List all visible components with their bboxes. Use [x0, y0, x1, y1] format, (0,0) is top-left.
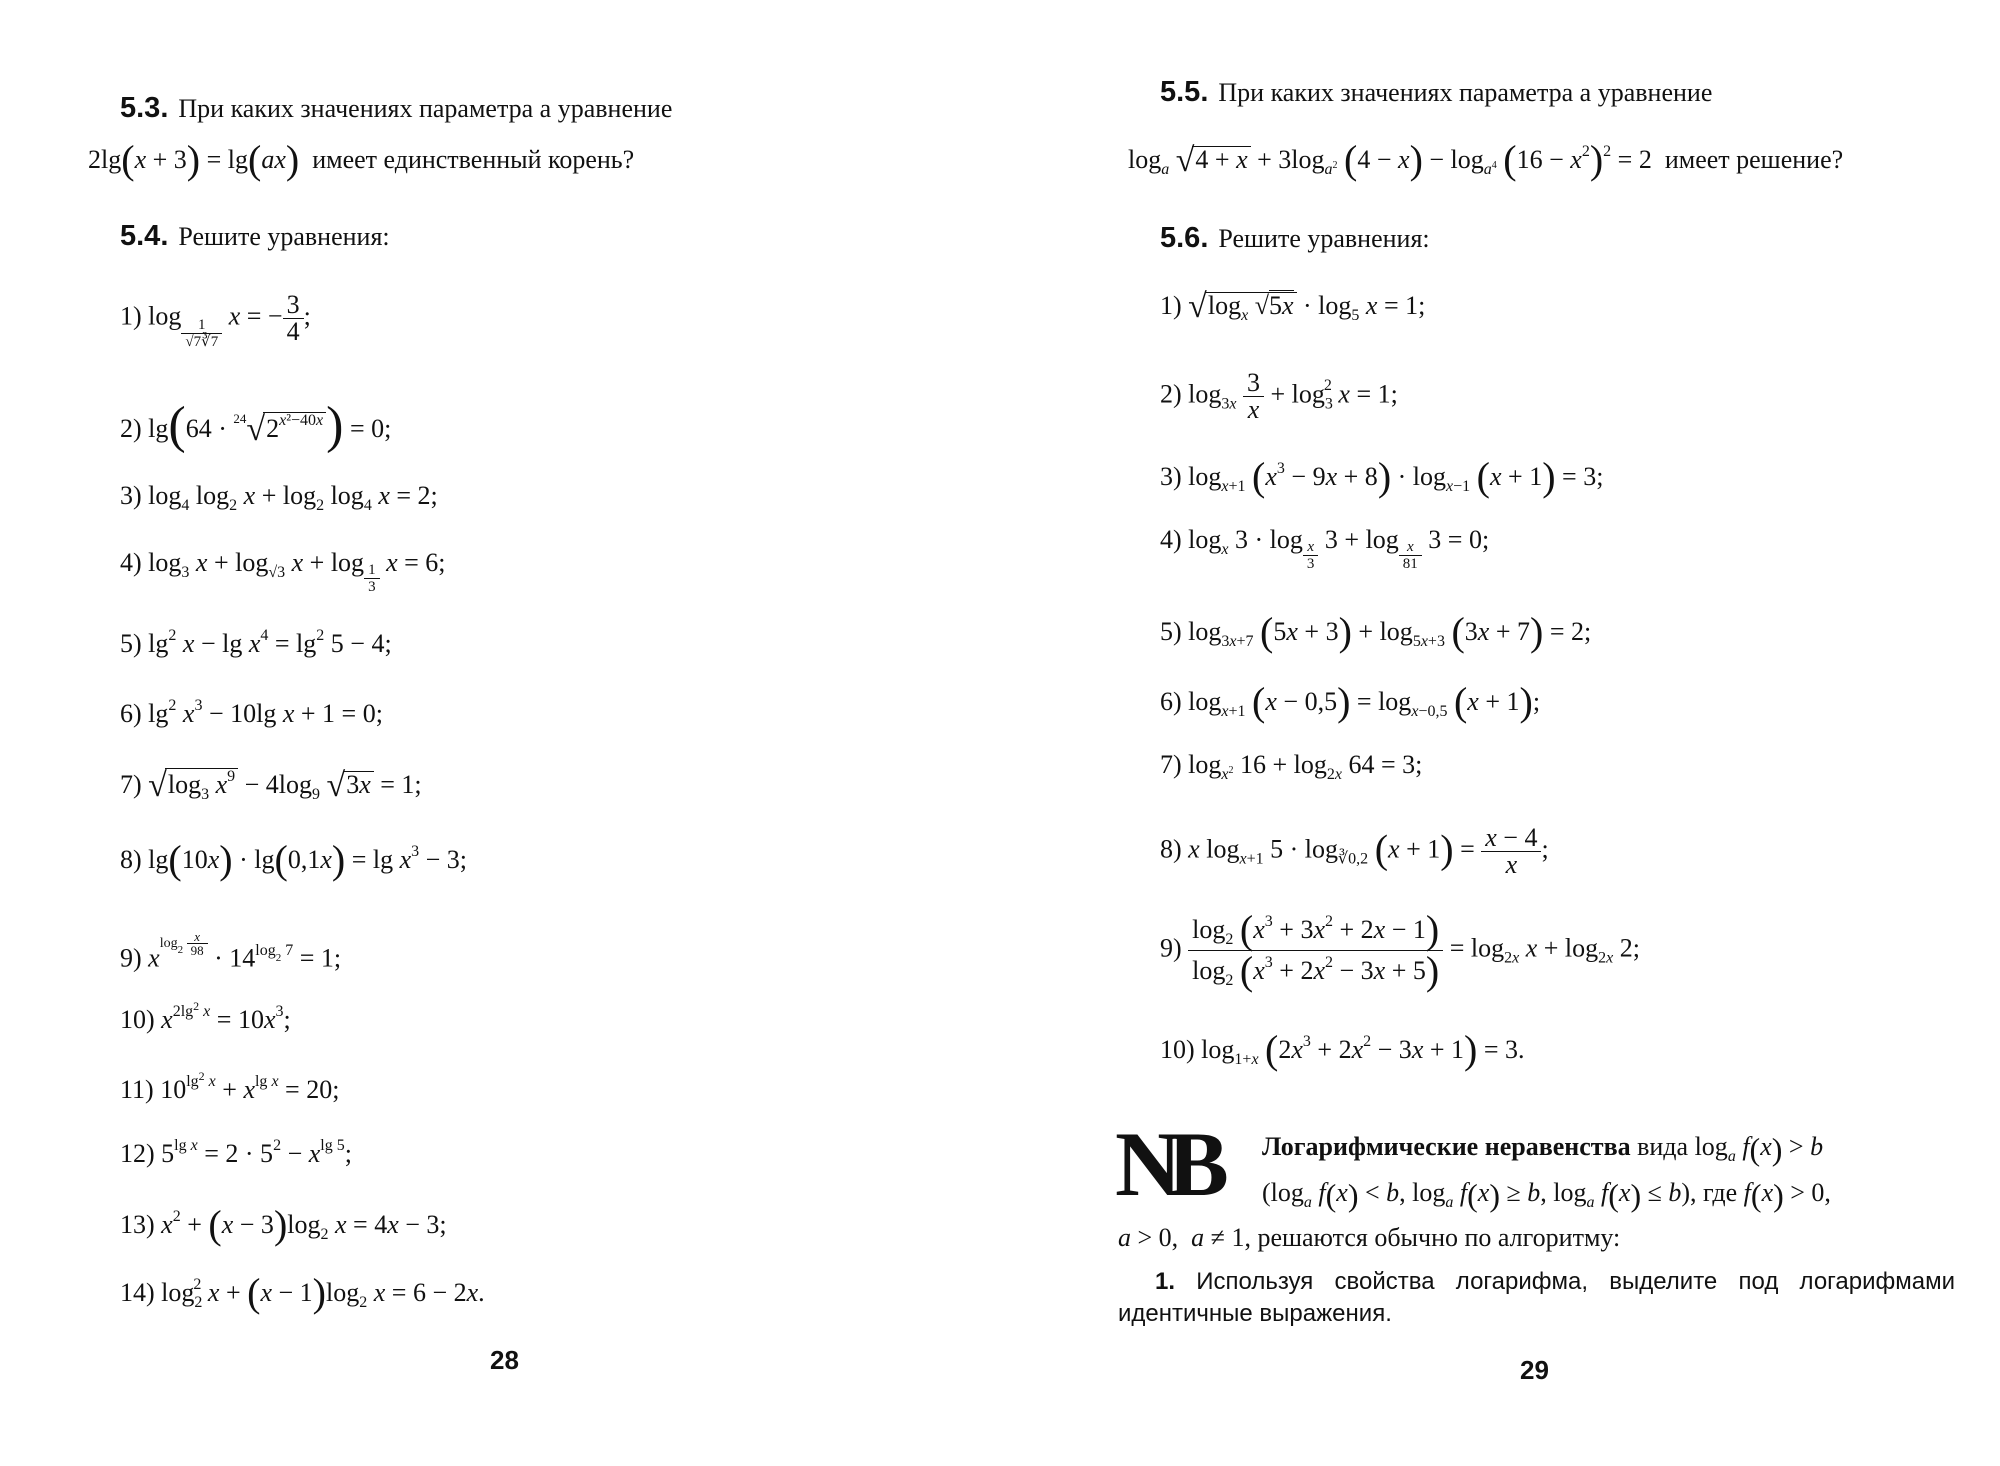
- equation-5-4-13: 13) $x^2 + (x - 3)\log_2$ x = 4x − 3;: [120, 1202, 447, 1247]
- nb-step-1-cont: идентичные выражения.: [1118, 1300, 1392, 1327]
- equation-5-6-3: 3) $\log_{x+1} (x^3 - 9x + 8) \cdot \log_{x-1} (x + 1) = 3$;: [1160, 454, 1604, 499]
- equation-5-4-14: 14) $\log_2^2 x + (x - 1)\log_2$ x = 6 − 2x.: [120, 1270, 485, 1315]
- equation-5-4-7: 7) $√\log_3$ $x^9 - 4\log_9$ √3x = 1;: [120, 767, 422, 804]
- problem-5-3-equation: 2lg(x + 3) = lg(ax) имеет единственный корень?: [88, 137, 635, 182]
- equation-5-6-1: 1) $√\log_x$ $√5x \cdot \log_5 x = 1$;: [1160, 288, 1426, 325]
- equation-5-4-4: 4) $\log_3 x + \log_{√3} x + \log$ $\frac{1}{3}$ x = 6;: [120, 548, 446, 595]
- page-number-right: 29: [1520, 1355, 1549, 1385]
- problem-5-6-heading: 5.6. Решите уравнения:: [1160, 222, 1430, 254]
- equation-5-4-9: 9) $x^{log_2 \frac{x}{98}}$ · $14^{log_2 7} = 1$;: [120, 929, 342, 973]
- equation-5-4-1: 1) log $\frac{1}{√7∛7}$ x = − $\frac{3}{4}$ ;: [120, 290, 311, 351]
- equation-5-4-2: 2) $\lg(64 \cdot ^{24}√2^{x^2-40x}) = 0$;: [120, 397, 392, 454]
- equation-5-6-2: 2) $\log_{3x}$ $\frac{3}{x}$ + $\log_3^2 x = 1$;: [1160, 368, 1398, 424]
- equation-5-4-10: 10) $x^{2lg^2 x} = 10x^3$;: [120, 999, 291, 1034]
- equation-5-4-5: 5) $\lg^2 x - \lg x^4 = \lg^2 5 - 4$;: [120, 627, 392, 658]
- equation-5-6-6: 6) $\log_{x+1} (x - 0,5) = \log_{x-0,5} (x + 1)$;: [1160, 679, 1541, 724]
- equation-5-6-5: 5) $\log_{3x+7} (5x + 3) + \log_{5x+3} (3x + 7) = 2$;: [1160, 609, 1592, 654]
- nb-logo: NB: [1115, 1113, 1215, 1215]
- problem-5-4-heading: 5.4. Решите уравнения:: [120, 220, 390, 252]
- problem-5-3-heading: 5.3. При каких значениях параметра a уравнение: [120, 92, 673, 124]
- equation-5-6-10: 10) $\log_{1+x} (2x^3 + 2x^2 - 3x + 1) = 3$.: [1160, 1027, 1525, 1072]
- nb-line-2: ($\log_a$ f(x) < b, $\log_a f(x) \ge b$, $\log_a f(x) \le b$), где f(x) > 0,: [1262, 1177, 1831, 1213]
- equation-5-4-8: 8) $\lg(10x) \cdot \lg(0,1x) = \lg x^3 - 3$;: [120, 837, 468, 882]
- equation-5-6-9: 9) $\frac{\log_2 (x^3 + 3x^2 + 2x - 1)}{\log_2 (x^3 + 2x^2 - 3x + 5)}$ = $\log_{2x} x + \log_{2x} 2$;: [1160, 907, 1640, 993]
- equation-5-4-3: 3) $\log_4 \log_2 x + \log_2 \log_4 x = 2$;: [120, 481, 438, 514]
- equation-5-6-8: 8) x $\log_{x+1} 5 \cdot \log_{∛0,2} (x + 1)$ = $\frac{x - 4}{x}$ ;: [1160, 823, 1549, 879]
- problem-5-5-heading: 5.5. При каких значениях параметра a уравнение: [1160, 76, 1713, 108]
- equation-5-4-11: 11) $10^{lg^2 x} + x^{lg x} = 20$;: [120, 1069, 340, 1104]
- page-number-left: 28: [490, 1345, 519, 1375]
- nb-line-1: Логарифмические неравенства вида $\log_a f(x) > b$: [1262, 1131, 1824, 1167]
- problem-5-5-equation: $\log_a √4 + x + 3\log_{a^2}$ $(4 - x) - \log_{a^4} (16 - x^2)^2 = 2$ имеет решение?: [1128, 137, 1844, 182]
- equation-5-6-7: 7) $\log_{x^2} 16 + \log_{2x} 64 = 3$;: [1160, 750, 1423, 783]
- nb-line-3: a > 0, a ≠ 1, решаются обычно по алгоритму:: [1118, 1223, 1621, 1252]
- equation-5-6-4: 4) $\log_x 3 \cdot \log$ $\frac{x}{3}$ 3 + log $\frac{x}{81}$ 3 = 0;: [1160, 525, 1490, 572]
- equation-5-4-6: 6) $\lg^2 x^3 - 10\lg$ x + 1 = 0;: [120, 697, 383, 728]
- equation-5-4-12: 12) $5^{lg x} = 2 \cdot 5^2 - x^{lg 5}$;: [120, 1137, 352, 1168]
- nb-step-1: 1. Используя свойства логарифма, выделите под логарифмами: [1155, 1268, 1955, 1295]
